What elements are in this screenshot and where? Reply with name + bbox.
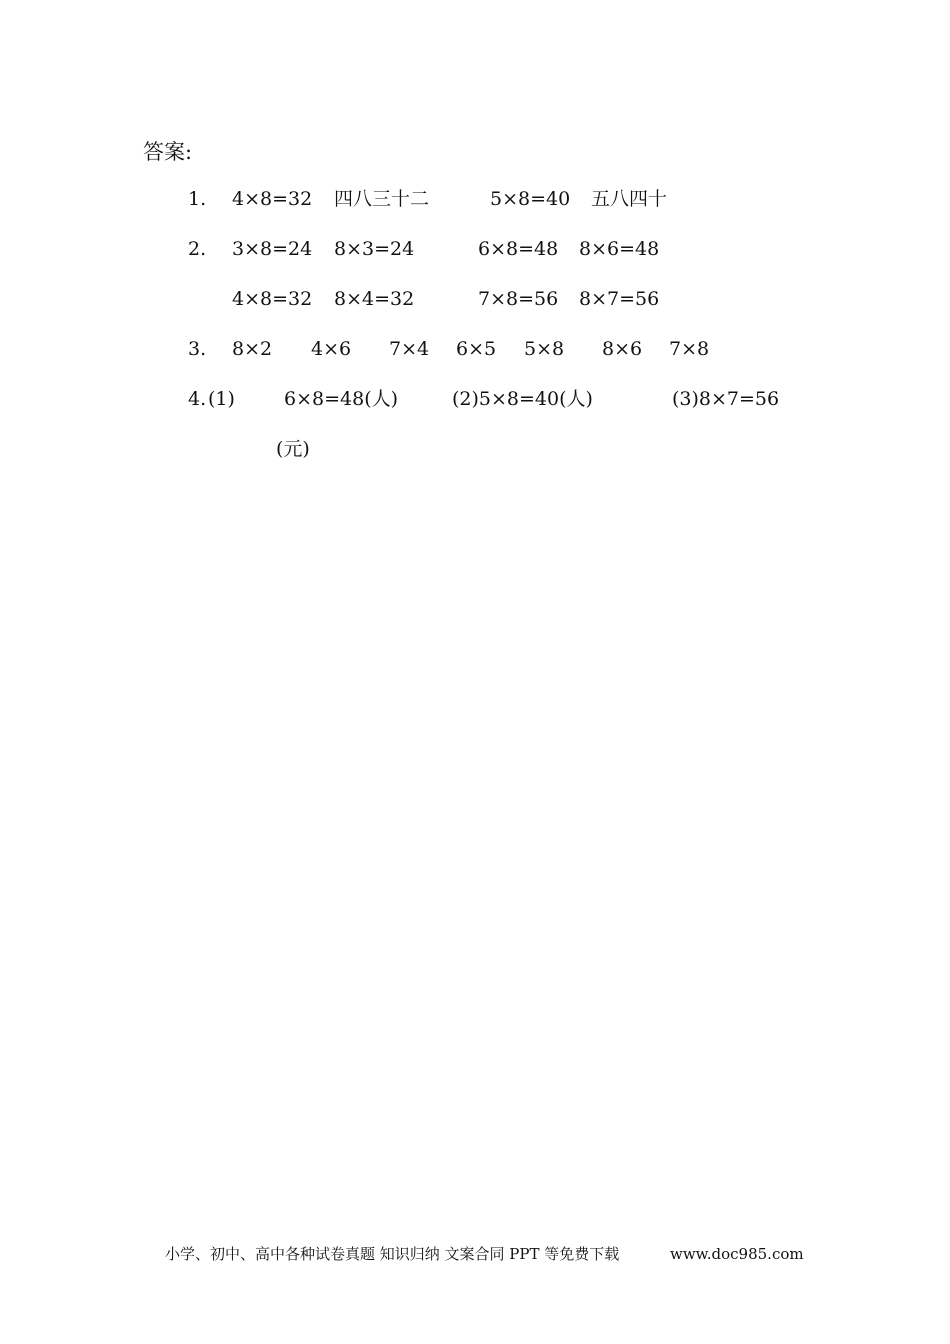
- q3-value: 7×8: [669, 338, 710, 360]
- q1-equation-2: 5×8=40: [490, 188, 571, 210]
- q2-number: 2.: [188, 238, 207, 260]
- q1-rhyme: 四八三十二: [334, 188, 430, 210]
- q4-part1-label: (1): [208, 388, 235, 410]
- q1-rhyme-2: 五八四十: [591, 188, 668, 210]
- q1-number: 1.: [188, 188, 207, 210]
- q2-r1-c: 6×8=48: [478, 238, 559, 260]
- q3-value: 7×4: [389, 338, 430, 360]
- q2-r2-b: 8×4=32: [334, 288, 415, 310]
- q4-part1-answer: 6×8=48(人): [284, 388, 399, 410]
- q2-r2-d: 8×7=56: [579, 288, 660, 310]
- q4-part3-unit: (元): [276, 438, 310, 460]
- q4-part3: (3)8×7=56: [672, 388, 780, 410]
- q2-r2-c: 7×8=56: [478, 288, 559, 310]
- q4-number: 4.: [188, 388, 207, 410]
- q3-number: 3.: [188, 338, 207, 360]
- answer-heading: 答案:: [143, 140, 193, 164]
- q3-value: 4×6: [311, 338, 352, 360]
- q2-r1-b: 8×3=24: [334, 238, 415, 260]
- q2-r1-d: 8×6=48: [579, 238, 660, 260]
- footer-text: 小学、初中、高中各种试卷真题 知识归纳 文案合同 PPT 等免费下载: [165, 1245, 620, 1263]
- page-footer: [165, 1242, 804, 1266]
- q3-value: 5×8: [524, 338, 565, 360]
- footer-site-link[interactable]: www.doc985.com: [670, 1245, 804, 1263]
- q1-equation: 4×8=32: [232, 188, 313, 210]
- q3-value: 8×6: [602, 338, 643, 360]
- q2-r1-a: 3×8=24: [232, 238, 313, 260]
- q4-part2: (2)5×8=40(人): [452, 388, 593, 410]
- q3-value: 8×2: [232, 338, 273, 360]
- q2-r2-a: 4×8=32: [232, 288, 313, 310]
- q3-value: 6×5: [456, 338, 497, 360]
